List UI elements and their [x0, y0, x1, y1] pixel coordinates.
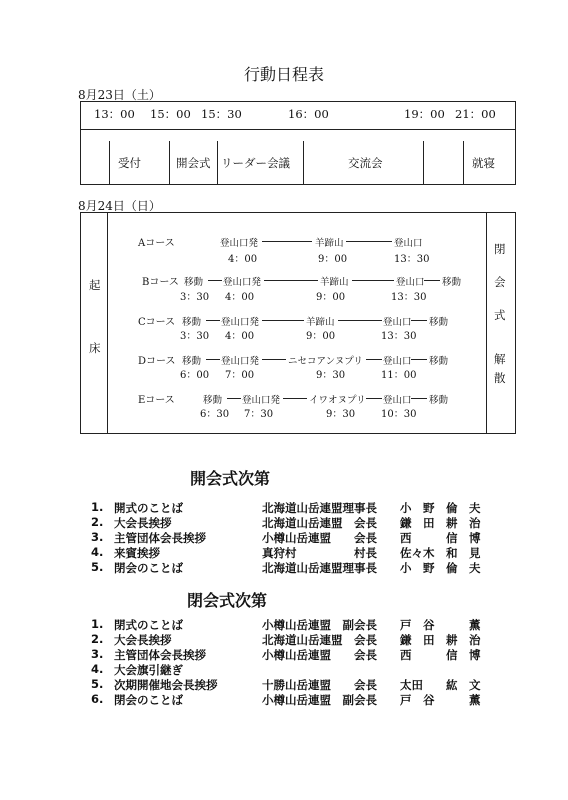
wake-label: 起	[89, 278, 101, 292]
route-line	[366, 359, 382, 360]
event-label: 交流会	[348, 156, 383, 170]
item-title: 閉式のことば	[114, 618, 183, 632]
route-move: 移動	[429, 356, 449, 367]
item-number: 4.	[91, 662, 104, 676]
route-line	[206, 359, 220, 360]
item-title: 主管団体会長挨拶	[114, 648, 206, 662]
time-label: 15：30	[201, 107, 242, 121]
route-line	[206, 320, 220, 321]
day2-left-divider	[107, 213, 108, 433]
course-time: 4：00	[225, 331, 255, 342]
course-time: 7：00	[225, 370, 255, 381]
route-move: 移動	[429, 395, 449, 406]
route-line	[346, 241, 392, 242]
item-number: 1.	[91, 617, 104, 631]
item-org: 十勝山岳連盟 会長	[262, 678, 377, 692]
route-line	[352, 280, 394, 281]
event-label: 就寝	[472, 156, 495, 170]
day1-tick	[303, 141, 304, 185]
item-number: 2.	[91, 515, 104, 529]
closing-label: 式	[494, 308, 506, 322]
closing-heading: 閉会式次第	[187, 591, 268, 610]
course-name: Cコース	[138, 317, 176, 328]
item-number: 1.	[91, 500, 104, 514]
item-person: 佐々木 和 見	[400, 546, 481, 560]
item-title: 次期開催地会長挨拶	[114, 678, 218, 692]
route-start: 登山口発	[221, 317, 260, 328]
route-summit: イワオヌプリ	[309, 395, 366, 406]
closing-label: 散	[494, 371, 506, 385]
item-org: 小樽山岳連盟 会長	[262, 648, 377, 662]
route-line	[411, 359, 427, 360]
item-org: 北海道山岳連盟 会長	[262, 633, 377, 647]
route-line	[411, 320, 427, 321]
route-start: 登山口発	[223, 277, 262, 288]
course-name: Aコース	[138, 238, 175, 249]
route-move: 移動	[429, 317, 449, 328]
course-time: 9：00	[318, 254, 348, 265]
item-number: 2.	[91, 632, 104, 646]
route-move: 移動	[184, 277, 204, 288]
item-org: 北海道山岳連盟 会長	[262, 516, 377, 530]
course-time: 9：00	[306, 331, 336, 342]
time-label: 15：00	[150, 107, 191, 121]
route-line	[262, 241, 312, 242]
route-start: 登山口発	[220, 238, 259, 249]
course-time: 13：30	[394, 254, 430, 265]
course-time: 6：00	[180, 370, 210, 381]
closing-label: 会	[494, 275, 506, 289]
route-summit: 羊蹄山	[315, 238, 344, 249]
route-summit: 羊蹄山	[320, 277, 349, 288]
route-end: 登山口	[383, 356, 412, 367]
item-title: 閉会のことば	[114, 561, 183, 575]
route-line	[264, 280, 318, 281]
day1-tick	[423, 141, 424, 185]
course-time: 9：30	[326, 409, 356, 420]
route-start: 登山口発	[242, 395, 281, 406]
item-number: 5.	[91, 677, 104, 691]
route-end: 登山口	[383, 395, 412, 406]
route-start: 登山口発	[221, 356, 260, 367]
route-line	[227, 398, 241, 399]
route-end: 登山口	[383, 317, 412, 328]
item-person: 鎌 田 耕 治	[400, 516, 481, 530]
course-time: 13：30	[381, 331, 417, 342]
route-line	[262, 359, 286, 360]
page-title: 行動日程表	[243, 65, 324, 84]
course-time: 3：30	[180, 292, 210, 303]
item-person: 戸 谷 薫	[400, 693, 481, 707]
item-person: 西 信 博	[400, 531, 481, 545]
closing-label: 閉	[494, 242, 506, 256]
course-time: 4：00	[225, 292, 255, 303]
route-summit: 羊蹄山	[306, 317, 335, 328]
item-number: 6.	[91, 692, 104, 706]
item-person: 小 野 倫 夫	[400, 561, 481, 575]
route-end: 登山口	[396, 277, 425, 288]
day2-date: 8月24日（日）	[78, 199, 161, 213]
course-time: 9：30	[316, 370, 346, 381]
item-title: 大会長挨拶	[114, 633, 172, 647]
item-person: 戸 谷 薫	[400, 618, 481, 632]
item-org: 小樽山岳連盟 会長	[262, 531, 377, 545]
course-time: 9：00	[316, 292, 346, 303]
day1-tick	[169, 141, 170, 185]
closing-label: 解	[494, 352, 506, 366]
route-end: 登山口	[394, 238, 423, 249]
course-name: Bコース	[142, 277, 179, 288]
course-time: 13：30	[391, 292, 427, 303]
item-number: 5.	[91, 560, 104, 574]
route-summit: ニセコアンヌプリ	[288, 356, 363, 367]
item-title: 閉会のことば	[114, 693, 183, 707]
route-move: 移動	[442, 277, 462, 288]
route-line	[411, 398, 427, 399]
item-title: 大会旗引継ぎ	[114, 663, 183, 677]
course-name: Dコース	[138, 356, 176, 367]
day1-tick	[109, 141, 110, 185]
route-line	[366, 398, 382, 399]
item-title: 大会長挨拶	[114, 516, 172, 530]
course-time: 11：00	[381, 370, 417, 381]
item-number: 3.	[91, 647, 104, 661]
item-org: 小樽山岳連盟 副会長	[262, 618, 377, 632]
route-line	[424, 280, 440, 281]
event-label: リーダー会議	[221, 156, 290, 170]
course-time: 10：30	[381, 409, 417, 420]
item-org: 北海道山岳連盟理事長	[262, 501, 377, 515]
day1-divider	[81, 129, 515, 130]
item-title: 開式のことば	[114, 501, 183, 515]
route-line	[338, 320, 382, 321]
course-time: 3：30	[180, 331, 210, 342]
day1-tick	[217, 141, 218, 185]
item-org: 真狩村 村長	[262, 546, 377, 560]
route-move: 移動	[203, 395, 223, 406]
event-label: 受付	[118, 156, 141, 170]
opening-heading: 開会式次第	[190, 469, 271, 488]
route-line	[262, 320, 304, 321]
route-line	[208, 280, 222, 281]
course-time: 4：00	[228, 254, 258, 265]
item-person: 小 野 倫 夫	[400, 501, 481, 515]
day1-tick	[463, 141, 464, 185]
event-label: 開会式	[176, 156, 211, 170]
item-org: 小樽山岳連盟 副会長	[262, 693, 377, 707]
item-org: 北海道山岳連盟理事長	[262, 561, 377, 575]
time-label: 16：00	[288, 107, 329, 121]
item-number: 4.	[91, 545, 104, 559]
wake-label: 床	[89, 341, 101, 355]
time-label: 21：00	[455, 107, 496, 121]
item-person: 太田 紘 文	[400, 678, 481, 692]
course-name: Eコース	[138, 395, 175, 406]
route-move: 移動	[182, 356, 202, 367]
item-title: 主管団体会長挨拶	[114, 531, 206, 545]
item-person: 鎌 田 耕 治	[400, 633, 481, 647]
day2-right-divider	[486, 213, 487, 433]
course-time: 7：30	[244, 409, 274, 420]
item-number: 3.	[91, 530, 104, 544]
item-title: 来賓挨拶	[114, 546, 160, 560]
time-label: 13：00	[94, 107, 135, 121]
time-label: 19：00	[404, 107, 445, 121]
route-move: 移動	[182, 317, 202, 328]
course-time: 6：30	[200, 409, 230, 420]
route-line	[283, 398, 307, 399]
item-person: 西 信 博	[400, 648, 481, 662]
day1-date: 8月23日（土）	[78, 88, 161, 102]
